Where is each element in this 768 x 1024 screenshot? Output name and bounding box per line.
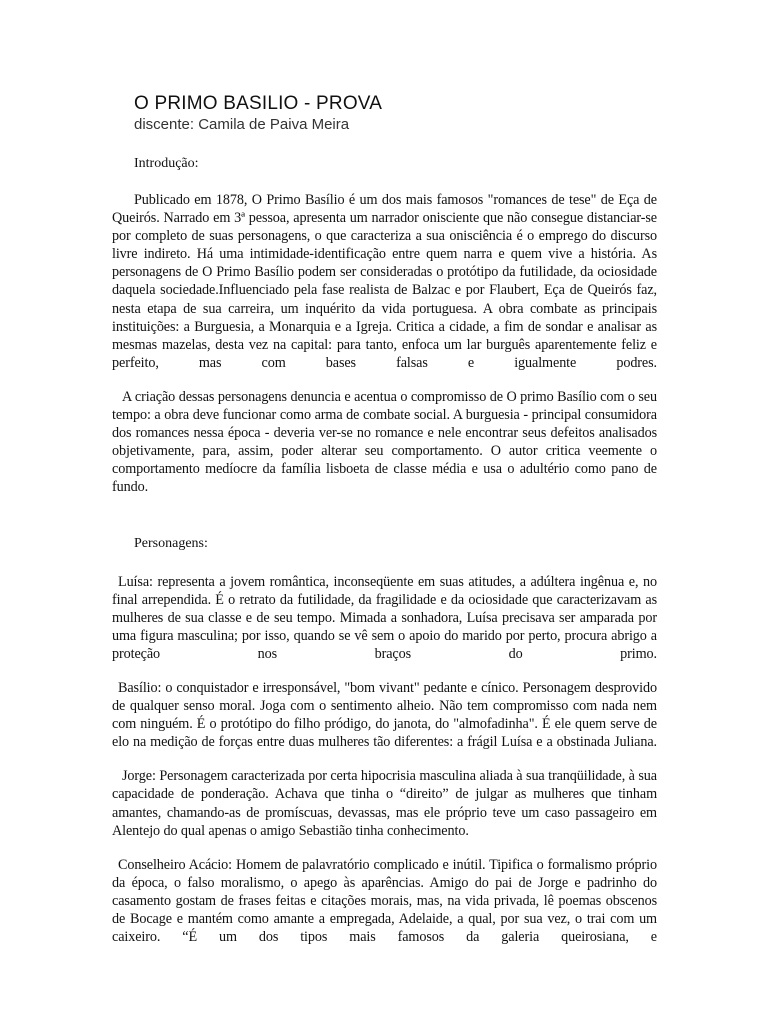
document-title: O PRIMO BASILIO - PROVA — [134, 93, 383, 114]
intro-paragraph-2: A criação dessas personagens denuncia e acentua o compromisso de O primo Basílio com o seu tempo: a obra deve funcionar como arma de combate social. A burguesia - principal consumidora dos romances nessa época - deveria ver-se no romance e nele encontrar seus defeitos analisados objetivamente, para, assim, poder alterar seu comportamento. O autor critica veemente o comportamento medíocre da família lisboeta de classe média e usa o adultério como pano de fundo. — [112, 388, 657, 496]
document-subtitle: discente: Camila de Paiva Meira — [134, 116, 350, 133]
document-page — [112, 92, 657, 946]
intro-label: Introdução: — [134, 156, 199, 171]
character-conselheiro-acacio: Conselheiro Acácio: Homem de palavratório complicado e inútil. Tipifica o formalismo próprio da época, o falso moralismo, o apego às aparências. Amigo do pai de Jorge e padrinho do casamento gostam de frases feitas e citações morais, mas, na vida privada, lê poemas obscenos de Bocage e mantém como amante a empregada, Adelaide, a qual, por sua vez, o trai com um caixeiro. “É um dos tipos mais famosos da galeria queirosiana, e — [112, 856, 657, 946]
intro-paragraph-1: Publicado em 1878, O Primo Basílio é um dos mais famosos "romances de tese" de Eça de Queirós. Narrado em 3ª pessoa, apresenta um narrador onisciente que não consegue distanciar-se por completo de suas personagens, o que caracteriza a sua onisciência é o emprego do discurso livre indireto. Há uma intimidade-identificação entre quem narra e quem vive a história. As personagens de O Primo Basílio podem ser consideradas o protótipo da futilidade, da ociosidade daquela sociedade.Influenciado pela fase realista de Balzac e por Flaubert, Eça de Queirós faz, nesta etapa de sua carreira, um inquérito da vida portuguesa. A obra combate as principais instituições: a Burguesia, a Monarquia e a Igreja. Critica a cidade, a fim de sondar e analisar as mesmas mazelas, desta vez na capital: para tanto, enfoca um lar burguês aparentemente feliz e perfeito, mas com bases falsas e igualmente podres. — [112, 192, 657, 371]
character-jorge: Jorge: Personagem caracterizada por certa hipocrisia masculina aliada à sua tranqüilidade, à sua capacidade de ponderação. Achava que tinha o “direito” de julgar as mulheres que tinham amantes, chamando-as de promíscuas, devassas, mas ele próprio teve um caso passageiro em Alentejo do qual apenas o amigo Sebastião tinha conhecimento. — [112, 768, 657, 839]
character-luisa: Luísa: representa a jovem romântica, inconseqüente em suas atitudes, a adúltera ingênua e, no final arrependida. É o retrato da futilidade, da fragilidade e da ociosidade que caracterizavam as mulheres de sua classe e de seu tempo. Mimada a sonhadora, Luísa precisava ser amparada por uma figura masculina; por isso, quando se vê sem o apoio do marido por perto, procura abrigo a proteção nos braços do primo. — [112, 573, 657, 662]
character-basilio: Basílio: o conquistador e irresponsável, "bom vivant" pedante e cínico. Personagem desprovido de qualquer senso moral. Joga com o sentimento alheio. Não tem compromisso com nada nem com ninguém. É o protótipo do filho pródigo, do janota, do "almofadinha". É ele quem serve de elo na medição de forças entre duas mulheres tão diferentes: a frágil Luísa e a obstinada Juliana. — [112, 679, 657, 751]
characters-label: Personagens: — [134, 535, 208, 551]
